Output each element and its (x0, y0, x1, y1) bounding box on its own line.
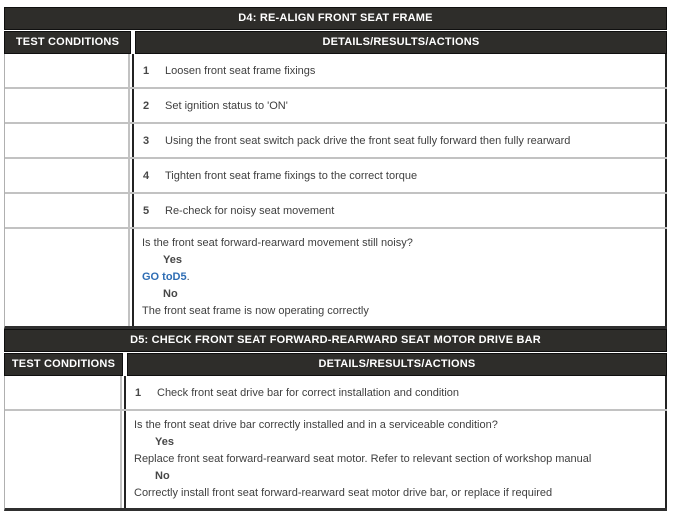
decision-answer-label: Yes (155, 436, 174, 448)
sections-root (4, 7, 667, 511)
step-number: 4 (143, 169, 150, 182)
procedure-section (4, 329, 667, 511)
step-cell (132, 54, 667, 87)
test-conditions-cell (5, 54, 130, 87)
test-conditions-cell (5, 411, 122, 508)
test-conditions-cell (5, 194, 130, 227)
section-title: D5: CHECK FRONT SEAT FORWARD-REARWARD SEAT MOTOR DRIVE BAR (130, 334, 541, 346)
step-number: 3 (143, 134, 150, 147)
test-conditions-cell (5, 159, 130, 192)
step-number: 1 (143, 64, 150, 77)
section-title-bar (4, 329, 667, 352)
step-text: Set ignition status to 'ON' (165, 99, 288, 112)
step-row (5, 194, 667, 229)
section-rows (4, 54, 667, 329)
step-number: 2 (143, 99, 150, 112)
link-line (142, 269, 657, 286)
step-cell (132, 194, 667, 227)
step-cell (132, 159, 667, 192)
step-cell (132, 124, 667, 157)
test-conditions-cell (5, 124, 130, 157)
column-header-row (4, 353, 667, 376)
step-row (5, 54, 667, 89)
details-results-actions-header: DETAILS/RESULTS/ACTIONS (127, 353, 667, 376)
decision-question: Is the front seat forward-rearward movement still noisy? (142, 237, 413, 249)
test-conditions-cell (5, 376, 122, 409)
step-number: 1 (135, 386, 142, 399)
decision-question: Is the front seat drive bar correctly installed and in a serviceable condition? (134, 419, 498, 431)
step-number: 5 (143, 204, 150, 217)
decision-answer-label: No (163, 288, 178, 300)
step-text: Using the front seat switch pack drive the front seat fully forward then fully rearward (165, 134, 571, 147)
column-header-row (4, 31, 667, 54)
decision-action-text: Correctly install front seat forward-rearward seat motor drive bar, or replace if required (134, 487, 553, 499)
test-conditions-header: TEST CONDITIONS (4, 353, 123, 376)
decision-cell (132, 229, 667, 326)
step-row (5, 159, 667, 194)
decision-action-text: Replace front seat forward-rearward seat motor. Refer to relevant section of workshop manual (134, 453, 592, 465)
test-conditions-header: TEST CONDITIONS (4, 31, 131, 54)
step-cell (132, 89, 667, 122)
test-conditions-cell (5, 89, 130, 122)
step-text: Tighten front seat frame fixings to the correct torque (165, 169, 418, 182)
section-title: D4: RE-ALIGN FRONT SEAT FRAME (238, 12, 433, 24)
go-to-d5-link[interactable]: GO toD5 (142, 271, 187, 283)
decision-answer-label: Yes (163, 254, 182, 266)
decision-row (5, 229, 667, 326)
decision-action-text: The front seat frame is now operating correctly (142, 305, 369, 317)
step-row (5, 124, 667, 159)
decision-answer-label: No (155, 470, 170, 482)
section-title-bar (4, 7, 667, 30)
step-text: Re-check for noisy seat movement (165, 204, 335, 217)
step-text: Loosen front seat frame fixings (165, 64, 316, 77)
step-row (5, 89, 667, 124)
link-suffix: . (186, 271, 190, 283)
step-cell (124, 376, 667, 409)
decision-row (5, 411, 667, 508)
step-text: Check front seat drive bar for correct installation and condition (157, 386, 460, 399)
test-conditions-cell (5, 229, 130, 326)
step-row (5, 376, 667, 411)
section-rows (4, 376, 667, 511)
decision-cell (124, 411, 667, 508)
details-results-actions-header: DETAILS/RESULTS/ACTIONS (135, 31, 667, 54)
procedure-section (4, 7, 667, 329)
